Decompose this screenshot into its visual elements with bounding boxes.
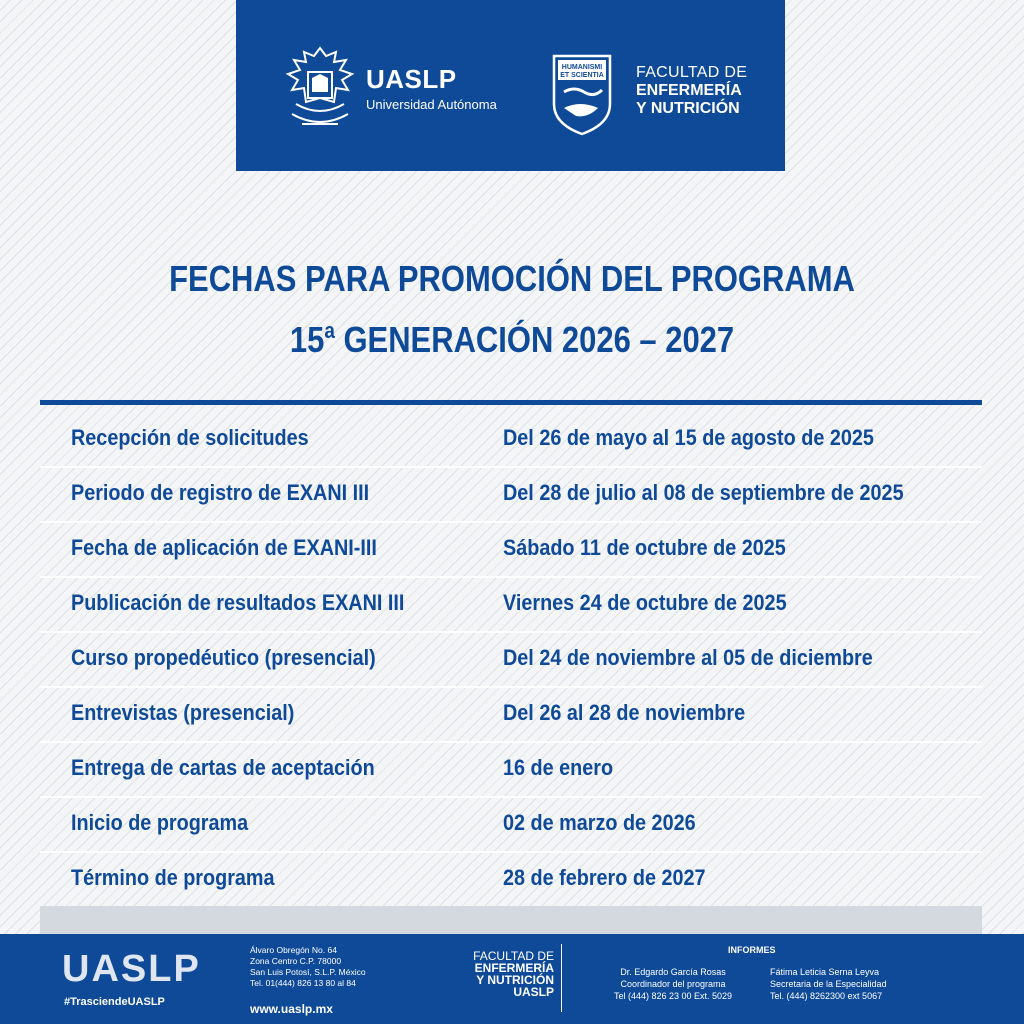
- row-label: Entrega de cartas de aceptación: [71, 755, 375, 780]
- informes-title: INFORMES: [728, 945, 776, 955]
- footer-uaslp-logo: UASLP: [62, 948, 201, 990]
- row-label: Fecha de aplicación de EXANI-III: [71, 535, 377, 560]
- row-label: Curso propedéutico (presencial): [71, 645, 376, 670]
- table-row: [40, 798, 982, 853]
- schedule-table: [40, 413, 982, 906]
- generation-years: GENERACIÓN 2026 – 2027: [334, 319, 735, 360]
- row-date: 02 de marzo de 2026: [503, 810, 696, 835]
- row-label: Entrevistas (presencial): [71, 700, 295, 725]
- row-label: Publicación de resultados EXANI III: [71, 590, 405, 615]
- table-row: [40, 578, 982, 633]
- contact-role: Secretaria de la Especialidad: [770, 979, 887, 989]
- row-date: Del 26 de mayo al 15 de agosto de 2025: [503, 425, 874, 450]
- footer: [0, 934, 1024, 1024]
- contact-secretary: [770, 966, 887, 1002]
- generation-ordinal: a: [324, 318, 335, 343]
- row-date: 16 de enero: [503, 755, 614, 780]
- row-date: Viernes 24 de octubre de 2025: [503, 590, 787, 615]
- faculty-line1: FACULTAD DE: [636, 64, 748, 81]
- row-label: Periodo de registro de EXANI III: [71, 480, 370, 505]
- title-divider: [40, 400, 982, 405]
- faculty-line: ENFERMERÍA: [474, 961, 554, 975]
- contact-coordinator: [608, 966, 738, 1002]
- table-row: [40, 633, 982, 688]
- contact-phone: Tel. (444) 8262300 ext 5067: [770, 991, 883, 1001]
- contact-name: Fátima Leticia Serna Leyva: [770, 967, 880, 977]
- generation-number: 15: [289, 319, 325, 360]
- shield-text-line1: HUMANISMI: [561, 64, 603, 71]
- contact-name: Dr. Edgardo García Rosas: [620, 967, 726, 977]
- table-row: [40, 523, 982, 578]
- faculty-line: UASLP: [513, 985, 554, 999]
- page-title-line1: FECHAS PARA PROMOCIÓN DEL PROGRAMA: [169, 258, 855, 299]
- header-banner: [236, 0, 785, 171]
- faculty-line: Y NUTRICIÓN: [476, 973, 554, 987]
- shield-text-line2: ET SCIENTIA: [560, 72, 604, 79]
- table-bottom-bar: [40, 906, 982, 934]
- address-line: Tel. 01(444) 826 13 80 al 84: [250, 978, 356, 988]
- contact-phone: Tel (444) 826 23 00 Ext. 5029: [613, 991, 733, 1001]
- uaslp-crest-icon: [282, 44, 358, 132]
- footer-faculty-logo: [466, 950, 554, 998]
- contact-role: Coordinador del programa: [620, 979, 726, 989]
- address-line: Álvaro Obregón No. 64: [250, 945, 337, 955]
- row-date: Sábado 11 de octubre de 2025: [503, 535, 786, 560]
- row-date: Del 24 de noviembre al 05 de diciembre: [503, 645, 873, 670]
- table-row: [40, 468, 982, 523]
- uaslp-wordmark: UASLP: [366, 64, 457, 94]
- faculty-shield-icon: [550, 52, 614, 136]
- row-label: Término de programa: [71, 865, 275, 890]
- footer-address: [250, 945, 366, 989]
- address-line: San Luis Potosí, S.L.P. México: [250, 967, 366, 977]
- row-date: Del 28 de julio al 08 de septiembre de 2025: [503, 480, 904, 505]
- row-label: Inicio de programa: [71, 810, 249, 835]
- row-label: Recepción de solicitudes: [71, 425, 309, 450]
- address-line: Zona Centro C.P. 78000: [250, 956, 342, 966]
- table-row: [40, 688, 982, 743]
- faculty-line: FACULTAD DE: [473, 949, 554, 963]
- table-row: [40, 853, 982, 906]
- table-row: [40, 413, 982, 468]
- website-link[interactable]: www.uaslp.mx: [250, 1002, 333, 1016]
- faculty-line3: Y NUTRICIÓN: [636, 100, 740, 117]
- faculty-line2: ENFERMERÍA: [636, 82, 742, 99]
- footer-divider: [561, 944, 562, 1012]
- table-row: [40, 743, 982, 798]
- row-date: 28 de febrero de 2027: [503, 865, 706, 890]
- row-date: Del 26 al 28 de noviembre: [503, 700, 746, 725]
- uaslp-subtitle: Universidad Autónoma: [366, 97, 497, 112]
- page-title-line2: [72, 318, 953, 361]
- footer-hashtag: #TrasciendeUASLP: [64, 996, 165, 1008]
